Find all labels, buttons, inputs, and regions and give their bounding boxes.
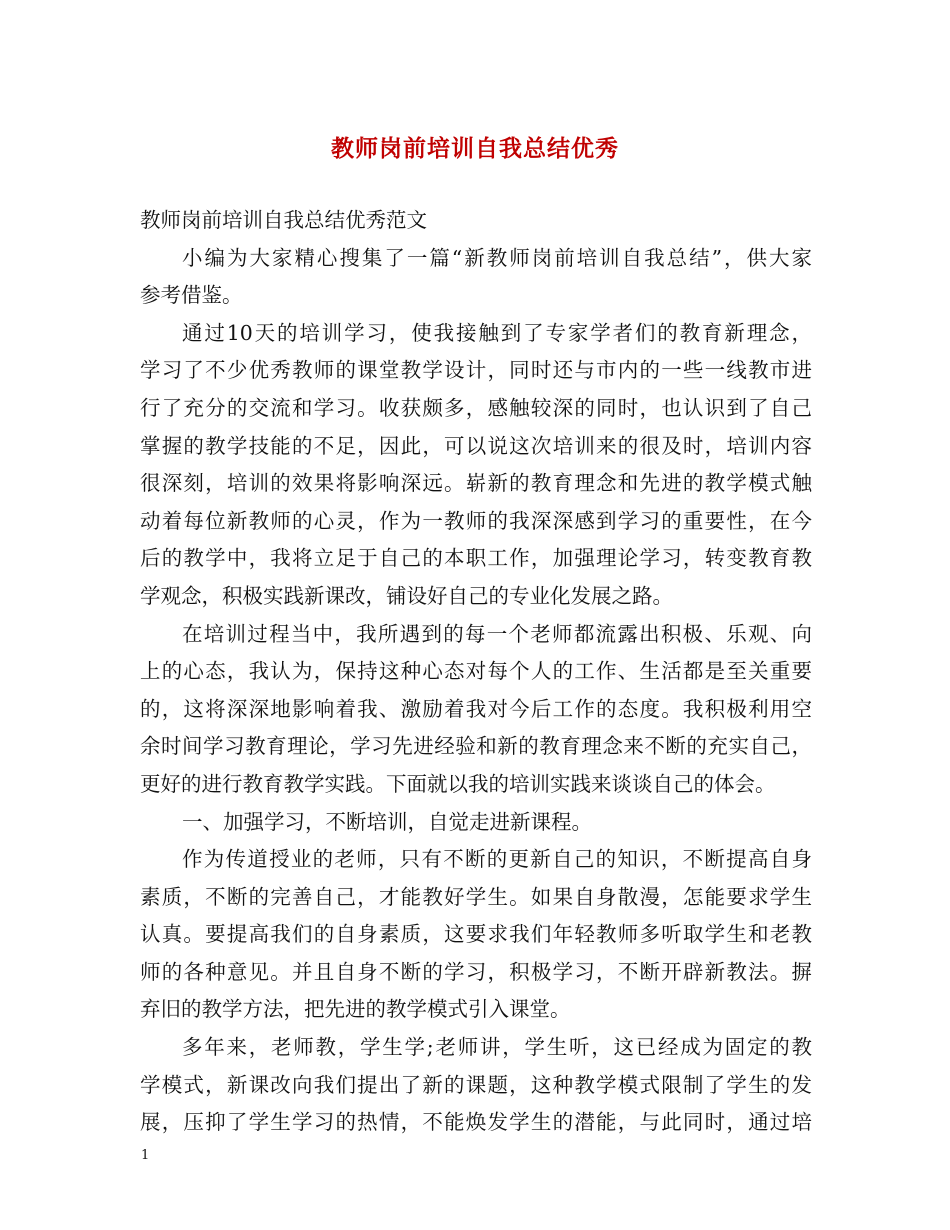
text-line: 更好的进行教育教学实践。下面就以我的培训实践来谈谈自己的体会。 bbox=[140, 771, 776, 796]
text-line: 余时间学习教育理论，学习先进经验和新的教育理念来不断的充实自己， bbox=[140, 734, 812, 759]
text-line: 通过10天的培训学习，使我接触到了专家学者们的教育新理念， bbox=[182, 320, 812, 345]
text-line: 学观念，积极实践新课改，铺设好自己的专业化发展之路。 bbox=[140, 583, 673, 608]
text-line: 一、加强学习，不断培训，自觉走进新课程。 bbox=[182, 809, 592, 834]
text-line: 师的各种意见。并且自身不断的学习，积极学习，不断开辟新教法。摒 bbox=[140, 959, 812, 984]
text-line: 小编为大家精心搜集了一篇“新教师岗前培训自我总结”，供大家 bbox=[182, 245, 812, 270]
document-title: 教师岗前培训自我总结优秀 bbox=[331, 135, 619, 162]
text-line: 认真。要提高我们的自身素质，这要求我们年轻教师多听取学生和老教 bbox=[140, 922, 812, 947]
text-line: 上的心态，我认为，保持这种心态对每个人的工作、生活都是至关重要 bbox=[140, 659, 812, 684]
text-line: 参考借鉴。 bbox=[140, 283, 243, 308]
text-line: 作为传道授业的老师，只有不断的更新自己的知识，不断提高自身 bbox=[182, 847, 812, 872]
text-line: 的，这将深深地影响着我、激励着我对今后工作的态度。我积极利用空 bbox=[140, 696, 812, 721]
text-line: 素质，不断的完善自己，才能教好学生。如果自身散漫，怎能要求学生 bbox=[140, 884, 812, 909]
text-line: 很深刻，培训的效果将影响深远。崭新的教育理念和先进的教学模式触 bbox=[140, 471, 812, 496]
page-number: 1 bbox=[141, 1148, 150, 1163]
text-line: 多年来，老师教，学生学;老师讲，学生听，这已经成为固定的教 bbox=[182, 1035, 812, 1060]
text-line: 行了充分的交流和学习。收获颇多，感触较深的同时，也认识到了自己 bbox=[140, 395, 812, 420]
text-line: 后的教学中，我将立足于自己的本职工作，加强理论学习，转变教育教 bbox=[140, 546, 812, 571]
text-line: 教师岗前培训自我总结优秀范文 bbox=[140, 208, 427, 232]
text-line: 学模式，新课改向我们提出了新的课题，这种教学模式限制了学生的发 bbox=[140, 1072, 812, 1097]
text-line: 弃旧的教学方法，把先进的教学模式引入课堂。 bbox=[140, 997, 571, 1022]
text-line: 展，压抑了学生学习的热情，不能焕发学生的潜能，与此同时，通过培 bbox=[140, 1110, 812, 1135]
text-line: 掌握的教学技能的不足，因此，可以说这次培训来的很及时，培训内容 bbox=[140, 433, 812, 458]
text-line: 动着每位新教师的心灵，作为一教师的我深深感到学习的重要性，在今 bbox=[140, 508, 812, 533]
text-line: 在培训过程当中，我所遇到的每一个老师都流露出积极、乐观、向 bbox=[182, 621, 812, 646]
text-line: 学习了不少优秀教师的课堂教学设计，同时还与市内的一些一线教市进 bbox=[140, 358, 812, 383]
document-body bbox=[140, 202, 812, 1142]
